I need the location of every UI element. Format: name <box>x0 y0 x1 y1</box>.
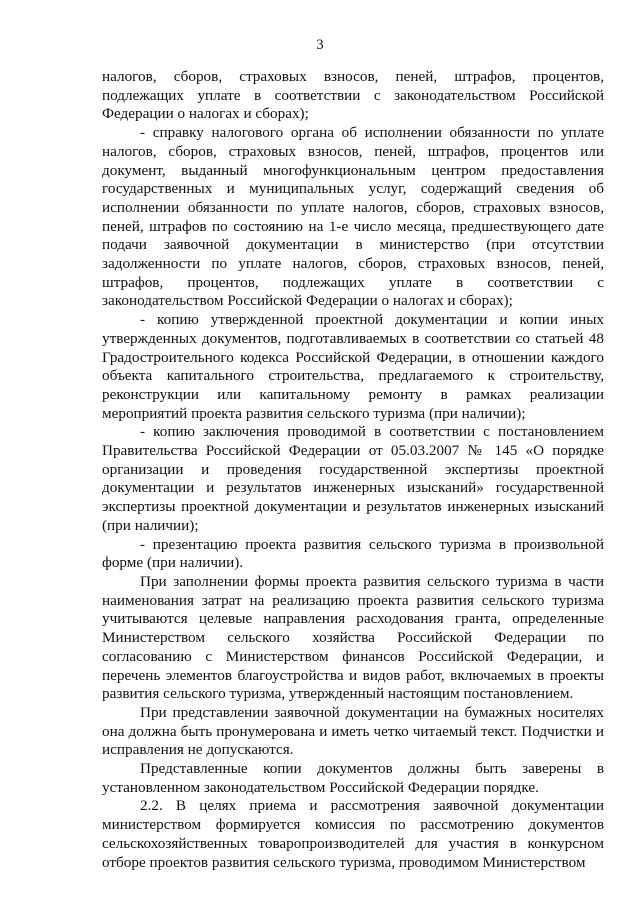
paragraph-tax-list-continuation: налогов, сборов, страховых взносов, пеней, штрафов, процентов, подлежащих уплате в соответствии с законодательством Российской Федерации о налогах и сборах); <box>102 68 604 123</box>
paragraph-certified-copies: Представленные копии документов должны быть заверены в установленном законодательством Российской Федерации порядке. <box>102 760 604 796</box>
paragraph-presentation: - презентацию проекта развития сельского туризма в произвольной форме (при наличии). <box>102 535 604 572</box>
paragraph-expertise-conclusion: - копию заключения проводимой в соответствии с постановлением Правительства Российской Федерации от 05.03.2007 № 145 «О порядке организации и проведения государственной экспертизы проектной документации и результатов инженерных изысканий» государственной экспертизы проектной документации и результатов инженерных изысканий (при наличии); <box>102 423 604 534</box>
paragraph-tax-certificate: - справку налогового органа об исполнении обязанности по уплате налогов, сборов, страховых взносов, пеней, штрафов, процентов или документ, выданный многофункциональным центром предоставления государственных и муниципальных услуг, содержащий сведения об исполнении обязанности по уплате налогов, сборов, страховых взносов, пеней, штрафов по состоянию на 1-е число месяца, предшествующего дате подачи заявочной документации в министерство (при отсутствии задолженности по уплате налогов, сборов, страховых взносов, пеней, штрафов, процентов, подлежащих уплате в соответствии с законодательством Российской Федерации о налогах и сборах); <box>102 124 604 310</box>
paragraph-commission: 2.2. В целях приема и рассмотрения заявочной документации министерством формируется комиссия по рассмотрению документов сельскохозяйственных товаропроизводителей для участия в конкурсном отборе проектов развития сельского туризма, проводимом Министерством <box>102 797 604 871</box>
paragraph-form-filling: При заполнении формы проекта развития сельского туризма в части наименования затрат на реализацию проекта развития сельского туризма учитываются целевые направления расходования гранта, определенные Министерством сельского хозяйства Российской Федерации по согласованию с Министерством финансов Российской Федерации, и перечень элементов благоустройства и видов работ, включаемых в проекты развития сельского туризма, утвержденный настоящим постановлением. <box>102 572 604 703</box>
document-body <box>102 68 604 872</box>
page-number: 3 <box>316 37 324 53</box>
paragraph-paper-documents: При представлении заявочной документации на бумажных носителях она должна быть пронумерована и иметь четко читаемый текст. Подчистки и исправления не допускаются. <box>102 703 604 759</box>
paragraph-project-documentation: - копию утвержденной проектной документации и копии иных утвержденных документов, подготавливаемых в соответствии со статьей 48 Градостроительного кодекса Российской Федерации, в отношении каждого объекта капитального строительства, предлагаемого к строительству, реконструкции или капитальному ремонту в рамках реализации мероприятий проекта развития сельского туризма (при наличии); <box>102 311 604 422</box>
